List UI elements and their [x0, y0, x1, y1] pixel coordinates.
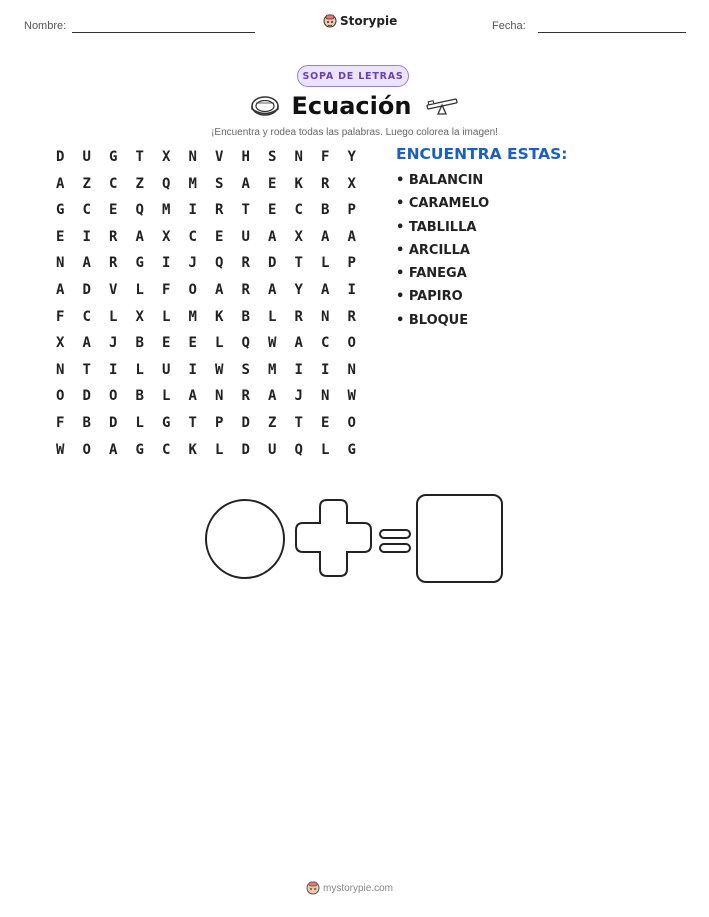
- grid-letter[interactable]: A: [268, 281, 277, 298]
- grid-letter[interactable]: X: [347, 175, 356, 192]
- grid-letter[interactable]: S: [268, 149, 277, 165]
- grid-letter[interactable]: V: [215, 149, 224, 165]
- grid-letter[interactable]: A: [109, 441, 118, 458]
- grid-letter[interactable]: P: [215, 414, 224, 431]
- grid-letter[interactable]: O: [56, 388, 65, 405]
- grid-letter[interactable]: B: [241, 308, 250, 325]
- word-list-item: • BALANCIN: [396, 173, 484, 188]
- grid-letter[interactable]: L: [162, 308, 171, 325]
- grid-letter[interactable]: B: [135, 335, 144, 352]
- grid-letter[interactable]: L: [135, 414, 144, 431]
- grid-letter[interactable]: N: [347, 361, 356, 378]
- word-list-item: • CARAMELO: [396, 196, 490, 212]
- grid-letter[interactable]: M: [188, 308, 197, 325]
- grid-row: [47, 227, 365, 254]
- grid-letter[interactable]: I: [347, 281, 356, 298]
- grid-letter[interactable]: G: [135, 255, 144, 272]
- grid-letter[interactable]: F: [162, 281, 171, 298]
- grid-letter[interactable]: T: [135, 149, 144, 165]
- storypie-logo-icon: [323, 13, 337, 29]
- word-list-item: • TABLILLA: [396, 219, 477, 235]
- grid-letter[interactable]: S: [215, 175, 224, 192]
- grid-letter[interactable]: O: [109, 388, 118, 405]
- grid-row: [47, 280, 365, 307]
- grid-letter[interactable]: D: [109, 414, 118, 431]
- grid-letter[interactable]: E: [268, 202, 277, 219]
- grid-letter[interactable]: A: [56, 281, 65, 298]
- grid-letter[interactable]: L: [215, 441, 224, 458]
- grid-letter[interactable]: L: [215, 335, 224, 352]
- grid-letter[interactable]: X: [135, 308, 144, 325]
- grid-letter[interactable]: Z: [135, 175, 144, 192]
- grid-letter[interactable]: Q: [215, 255, 224, 272]
- grid-letter[interactable]: O: [347, 335, 356, 352]
- grid-letter[interactable]: B: [135, 388, 144, 405]
- grid-letter[interactable]: C: [82, 202, 91, 219]
- footer-url[interactable]: mystorypie.com: [323, 882, 394, 894]
- equation-drawing: [200, 487, 510, 587]
- grid-letter[interactable]: N: [56, 361, 65, 378]
- word-list: [396, 172, 489, 335]
- grid-letter[interactable]: H: [241, 149, 250, 165]
- storypie-footer-icon: [306, 880, 320, 896]
- grid-letter[interactable]: N: [188, 149, 197, 165]
- grid-letter[interactable]: C: [321, 335, 330, 352]
- grid-letter[interactable]: U: [162, 361, 171, 378]
- grid-letter[interactable]: D: [268, 255, 277, 272]
- grid-letter[interactable]: A: [294, 335, 303, 352]
- grid-letter[interactable]: M: [162, 202, 171, 219]
- grid-letter[interactable]: A: [268, 228, 277, 245]
- date-label: Fecha:: [492, 20, 526, 32]
- grid-letter[interactable]: C: [188, 228, 197, 245]
- grid-letter[interactable]: E: [109, 202, 118, 219]
- tape-roll-icon: [250, 94, 280, 118]
- grid-letter[interactable]: U: [241, 228, 250, 245]
- grid-letter[interactable]: P: [347, 202, 356, 219]
- grid-letter[interactable]: J: [188, 255, 197, 272]
- grid-row: [47, 440, 365, 467]
- grid-letter[interactable]: D: [82, 281, 91, 298]
- grid-letter[interactable]: L: [321, 441, 330, 458]
- grid-letter[interactable]: O: [188, 281, 197, 298]
- grid-letter[interactable]: N: [321, 388, 330, 405]
- grid-row: [47, 174, 365, 201]
- seesaw-icon: [425, 96, 459, 116]
- equals-top-bar: [380, 530, 410, 538]
- grid-letter[interactable]: V: [109, 281, 118, 298]
- grid-letter[interactable]: C: [82, 308, 91, 325]
- grid-letter[interactable]: L: [135, 281, 144, 298]
- grid-letter[interactable]: A: [321, 228, 330, 245]
- grid-letter[interactable]: C: [109, 175, 118, 192]
- grid-letter[interactable]: E: [321, 414, 330, 431]
- grid-letter[interactable]: A: [241, 175, 250, 192]
- grid-letter[interactable]: T: [294, 414, 303, 431]
- grid-letter[interactable]: Q: [162, 175, 171, 192]
- grid-letter[interactable]: F: [321, 149, 330, 165]
- grid-letter[interactable]: F: [56, 308, 65, 325]
- title-text: Ecuación: [291, 92, 412, 120]
- grid-letter[interactable]: R: [109, 228, 118, 245]
- grid-row: [47, 360, 365, 387]
- grid-letter[interactable]: E: [215, 228, 224, 245]
- grid-letter[interactable]: W: [56, 441, 65, 458]
- grid-letter[interactable]: W: [215, 361, 224, 378]
- equals-bottom-bar: [380, 544, 410, 552]
- grid-letter[interactable]: X: [162, 228, 171, 245]
- grid-letter[interactable]: X: [56, 335, 65, 352]
- word-search-grid: [47, 147, 365, 466]
- grid-letter[interactable]: X: [294, 228, 303, 245]
- grid-letter[interactable]: A: [215, 281, 224, 298]
- grid-letter[interactable]: L: [135, 361, 144, 378]
- grid-letter[interactable]: R: [241, 281, 250, 298]
- grid-row: [47, 147, 365, 174]
- grid-letter[interactable]: R: [241, 388, 250, 405]
- grid-letter[interactable]: O: [347, 414, 356, 431]
- brand-name: Storypie: [340, 14, 398, 28]
- grid-letter[interactable]: E: [188, 335, 197, 352]
- grid-letter[interactable]: W: [347, 388, 356, 405]
- grid-letter[interactable]: C: [294, 202, 303, 219]
- grid-letter[interactable]: I: [294, 361, 303, 378]
- grid-letter[interactable]: Q: [135, 202, 144, 219]
- grid-letter[interactable]: L: [162, 388, 171, 405]
- grid-letter[interactable]: I: [188, 361, 197, 378]
- grid-letter[interactable]: A: [56, 175, 65, 192]
- grid-letter[interactable]: A: [135, 228, 144, 245]
- grid-letter[interactable]: S: [241, 361, 250, 378]
- word-list-item: • PAPIRO: [396, 289, 463, 305]
- grid-letter[interactable]: D: [56, 149, 65, 165]
- grid-letter[interactable]: E: [162, 335, 171, 352]
- grid-letter[interactable]: O: [82, 441, 91, 458]
- grid-letter[interactable]: T: [82, 361, 91, 378]
- grid-letter[interactable]: R: [294, 308, 303, 325]
- grid-letter[interactable]: Z: [268, 414, 277, 431]
- grid-letter[interactable]: L: [268, 308, 277, 325]
- word-list-item: • ARCILLA: [396, 242, 470, 258]
- grid-letter[interactable]: Z: [82, 175, 91, 192]
- word-list-item: • FANEGA: [396, 266, 467, 282]
- grid-letter[interactable]: A: [82, 335, 91, 352]
- square-shape: [417, 495, 502, 582]
- name-label: Nombre:: [24, 20, 67, 32]
- grid-letter[interactable]: E: [56, 228, 65, 245]
- words-title: ENCUENTRA ESTAS:: [396, 145, 568, 163]
- storypie-logo: [323, 13, 397, 29]
- grid-letter[interactable]: I: [188, 202, 197, 219]
- grid-row: [47, 200, 365, 227]
- grid-letter[interactable]: F: [56, 414, 65, 431]
- grid-row: [47, 333, 365, 360]
- grid-letter[interactable]: T: [188, 414, 197, 431]
- grid-row: [47, 253, 365, 280]
- name-line[interactable]: [72, 32, 255, 33]
- grid-letter[interactable]: G: [109, 149, 118, 165]
- grid-letter[interactable]: A: [347, 228, 356, 245]
- instructions: ¡Encuentra y rodea todas las palabras. Luego colorea la imagen!: [211, 127, 498, 138]
- grid-letter[interactable]: N: [321, 308, 330, 325]
- grid-letter[interactable]: A: [268, 388, 277, 405]
- grid-letter[interactable]: J: [294, 388, 303, 405]
- grid-letter[interactable]: G: [135, 441, 144, 458]
- date-line[interactable]: [538, 32, 686, 33]
- plus-shape: [296, 500, 371, 576]
- grid-letter[interactable]: U: [82, 149, 91, 165]
- grid-letter[interactable]: E: [268, 175, 277, 192]
- grid-letter[interactable]: T: [294, 255, 303, 272]
- grid-row: [47, 386, 365, 413]
- grid-letter[interactable]: Y: [347, 149, 356, 165]
- grid-letter[interactable]: U: [268, 441, 277, 458]
- grid-letter[interactable]: I: [109, 361, 118, 378]
- grid-letter[interactable]: N: [56, 255, 65, 272]
- grid-letter[interactable]: D: [82, 388, 91, 405]
- grid-row: [47, 307, 365, 334]
- grid-letter[interactable]: R: [215, 202, 224, 219]
- grid-letter[interactable]: B: [321, 202, 330, 219]
- grid-letter[interactable]: L: [321, 255, 330, 272]
- grid-letter[interactable]: M: [188, 175, 197, 192]
- grid-letter[interactable]: Q: [294, 441, 303, 458]
- grid-letter[interactable]: G: [347, 441, 356, 458]
- grid-letter[interactable]: G: [56, 202, 65, 219]
- grid-letter[interactable]: C: [162, 441, 171, 458]
- grid-letter[interactable]: K: [294, 175, 303, 192]
- grid-letter[interactable]: K: [188, 441, 197, 458]
- grid-letter[interactable]: X: [162, 149, 171, 165]
- grid-letter[interactable]: A: [82, 255, 91, 272]
- page-title: [0, 92, 709, 120]
- grid-letter[interactable]: A: [321, 281, 330, 298]
- grid-letter[interactable]: W: [268, 335, 277, 352]
- grid-letter[interactable]: R: [109, 255, 118, 272]
- grid-letter[interactable]: G: [162, 414, 171, 431]
- grid-letter[interactable]: J: [109, 335, 118, 352]
- grid-letter[interactable]: I: [321, 361, 330, 378]
- grid-letter[interactable]: N: [294, 149, 303, 165]
- grid-letter[interactable]: D: [241, 441, 250, 458]
- grid-letter[interactable]: L: [109, 308, 118, 325]
- circle-shape: [206, 500, 284, 578]
- grid-letter[interactable]: K: [215, 308, 224, 325]
- grid-letter[interactable]: N: [215, 388, 224, 405]
- grid-letter[interactable]: P: [347, 255, 356, 272]
- grid-letter[interactable]: R: [347, 308, 356, 325]
- grid-letter[interactable]: Q: [241, 335, 250, 352]
- grid-letter[interactable]: D: [241, 414, 250, 431]
- grid-letter[interactable]: Y: [294, 281, 303, 298]
- word-list-item: • BLOQUE: [396, 312, 469, 328]
- grid-letter[interactable]: M: [268, 361, 277, 378]
- grid-letter[interactable]: A: [188, 388, 197, 405]
- grid-letter[interactable]: R: [241, 255, 250, 272]
- footer: [306, 880, 393, 896]
- grid-letter[interactable]: I: [82, 228, 91, 245]
- grid-letter[interactable]: I: [162, 255, 171, 272]
- grid-letter[interactable]: T: [241, 202, 250, 219]
- grid-letter[interactable]: R: [321, 175, 330, 192]
- category-badge: SOPA DE LETRAS: [297, 65, 409, 87]
- grid-letter[interactable]: B: [82, 414, 91, 431]
- grid-row: [47, 413, 365, 440]
